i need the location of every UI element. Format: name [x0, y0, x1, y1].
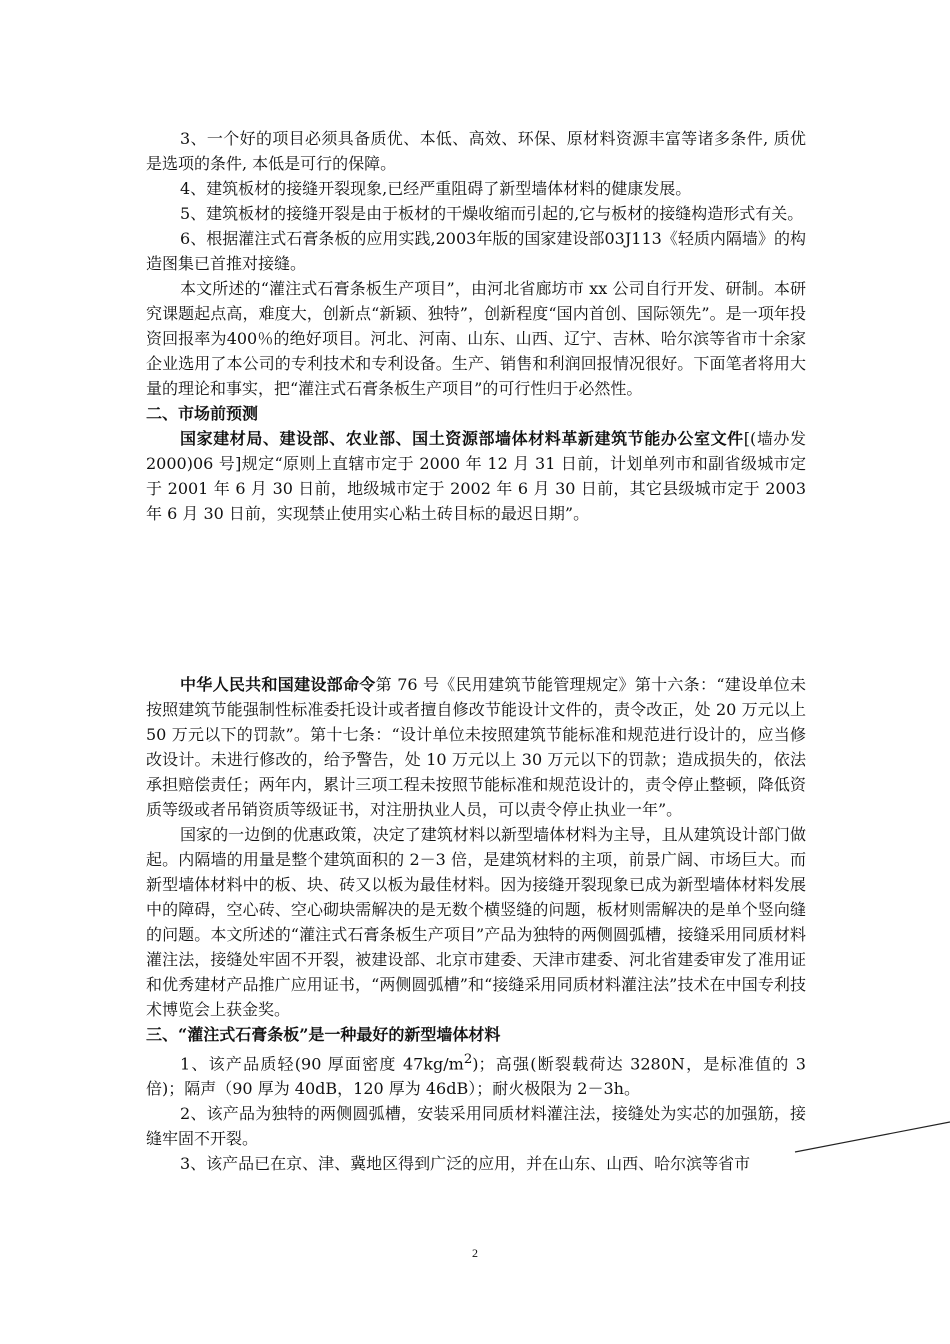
policy-document-title: 国家建材局、建设部、农业部、国土资源部墙体材料革新建筑节能办公室文件	[180, 429, 744, 448]
section-heading-3: 三、“灌注式石膏条板”是一种最好的新型墙体材料	[146, 1025, 501, 1044]
annotation-line-stroke	[795, 1122, 950, 1152]
paragraph-item-4: 4、建筑板材的接缝开裂现象,已经严重阻碍了新型墙体材料的健康发展。	[180, 179, 692, 198]
paragraph-item-5: 5、建筑板材的接缝开裂是由于板材的干燥收缩而引起的,它与板材的接缝构造形式有关。	[180, 204, 804, 223]
paragraph-project-intro: 本文所述的“灌注式石膏条板生产项目”，由河北省廊坊市 xx 公司自行开发、研制。本研究课题起点高，难度大，创新点“新颖、独特”，创新程度“国内首创、国际领先”。是一项年投资回报率为400％的绝好项目。河北、河南、山东、山西、辽宁、吉林、哈尔滨等省市十余家企业选用了本公司的专利技术和专利设备。生产、销售和利润回报情况很好。下面笔者将用大量的理论和事实，把“灌注式石膏条板生产项目”的可行性归于必然性。	[146, 279, 806, 398]
ministry-order-text: 第 76 号《民用建筑节能管理规定》第十六条：“建设单位未按照建筑节能强制性标准委托设计或者擅自修改节能设计文件的，责令改正，处 20 万元以上 50 万元以下的罚款”。第十七条：“设计单位未按照建筑节能标准和规范进行设计的，应当修改设计。未进行修改的，给予警告，处 10 万元以上 30 万元以下的罚款；造成损失的，依法承担赔偿责任；两年内，累计三项工程未按照节能标准和规范设计的，责令停止整顿，降低资质等级或者吊销资质等级证书，对注册执业人员，可以责令停止执业一年”。	[146, 675, 806, 819]
policy-document-text: [(墙办发 2000)06 号]规定“原则上直辖市定于 2000 年 12 月 31 日前，计划单列市和副省级城市定于 2001 年 6 月 30 日前，地级城市定于 2002 年 6 月 30 日前，其它县级城市定于 2003 年 6 月 30 日前，实现禁止使用实心粘土砖目标的最迟日期”。	[146, 429, 806, 523]
section-heading-2: 二、市场前预测	[146, 404, 259, 423]
paragraph-feature-2: 2、该产品为独特的两侧圆弧槽，安装采用同质材料灌注法，接缝处为实芯的加强筋，接缝牢固不开裂。	[146, 1104, 806, 1149]
paragraph-item-6: 6、根据灌注式石膏条板的应用实践,2003年版的国家建设部03J113《轻质内隔墙》的构造图集已首推对接缝。	[146, 229, 806, 273]
paragraph-policy-analysis: 国家的一边倒的优惠政策，决定了建筑材料以新型墙体材料为主导，且从建筑设计部门做起。内隔墙的用量是整个建筑面积的 2－3 倍，是建筑材料的主项，前景广阔、市场巨大。而新型墙体材料中的板、块、砖又以板为最佳材料。因为接缝开裂现象已成为新型墙体材料发展中的障碍，空心砖、空心砌块需解决的是无数个横竖缝的问题，板材则需解决的是单个竖向缝的问题。本文所述的“灌注式石膏条板生产项目”产品为独特的两侧圆弧槽，接缝采用同质材料灌注法，接缝处牢固不开裂，被建设部、北京市建委、天津市建委、河北省建委审发了准用证和优秀建材产品推广应用证书，“两侧圆弧槽”和“接缝采用同质材料灌注法”技术在中国专利技术博览会上获金奖。	[146, 825, 806, 1019]
page-number: 2	[472, 1246, 478, 1260]
feature-1-text-b: )；高强(断裂载荷达 3280N，是标准值的 3 倍)；隔声（90 厚为 40dB，120 厚为 46dB）；耐火极限为 2－3h。	[146, 1054, 806, 1099]
paragraph-item-3: 3、一个好的项目必须具备质优、本低、高效、环保、原材料资源丰富等诸多条件, 质优是选项的条件, 本低是可行的保障。	[146, 129, 806, 173]
feature-1-superscript: 2	[463, 1052, 473, 1067]
feature-1-text-a: 1、该产品质轻(90 厚面密度 47kg/m	[180, 1054, 464, 1074]
ministry-order-title: 中华人民共和国建设部命令	[180, 675, 376, 694]
paragraph-feature-3: 3、该产品已在京、津、冀地区得到广泛的应用，并在山东、山西、哈尔滨等省市	[180, 1154, 751, 1174]
